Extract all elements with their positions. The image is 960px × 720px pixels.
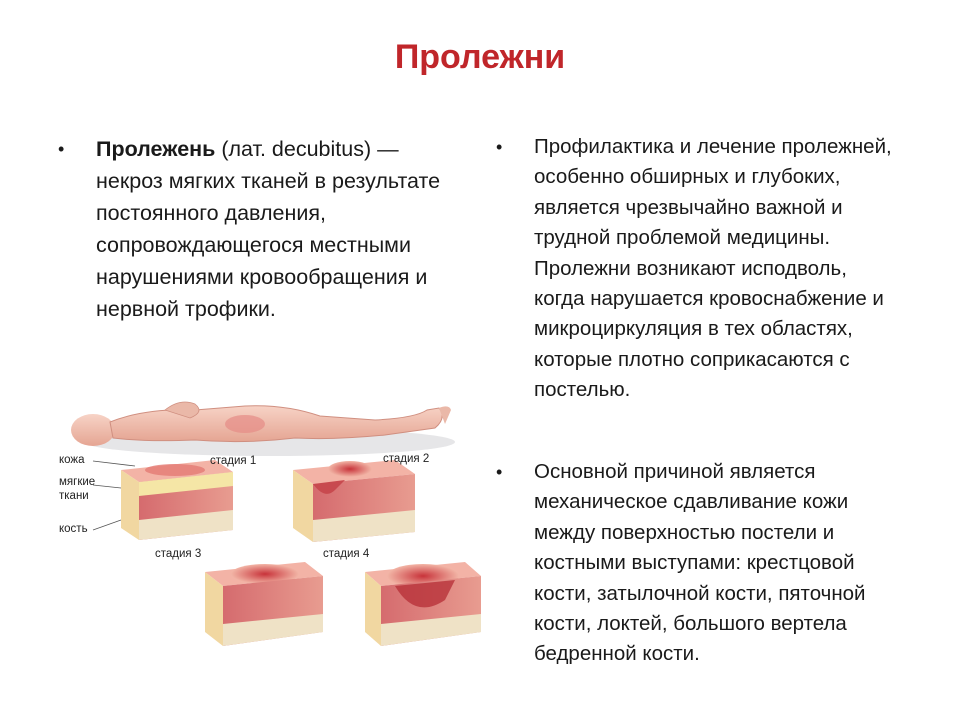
label-soft-tissue-2: ткани — [59, 490, 89, 502]
bedsore-stages-illustration — [55, 380, 485, 670]
cause-bullet — [496, 457, 904, 670]
definition-term: Пролежень — [96, 137, 216, 161]
definition-bullet — [58, 133, 471, 325]
label-stage-2: стадия 2 — [383, 453, 430, 465]
label-bone: кость — [59, 523, 88, 535]
bullet-dot: • — [496, 462, 503, 482]
prevention-bullet — [496, 132, 899, 406]
stage-4-block — [365, 562, 481, 646]
label-stage-3: стадия 3 — [155, 548, 202, 560]
page-title: Пролежни — [394, 38, 566, 76]
stage-2-block — [293, 460, 415, 542]
bullet-dot: • — [496, 137, 503, 157]
label-stage-4: стадия 4 — [323, 548, 370, 560]
label-skin: кожа — [59, 454, 85, 466]
definition-text: (лат. decubitus) — некроз мягких тканей в результате постоянного давления, сопровождающегося местными нарушениями кровообращения и нервной трофики. — [96, 137, 441, 321]
label-soft-tissue-1: мягкие — [59, 476, 96, 488]
illustration-drawing — [55, 380, 485, 670]
stage-1-block — [121, 460, 233, 540]
cause-text: Основной причиной является механическое сдавливание кожи между поверхностью постели и костными выступами: крестцовой кости, затылочной кости, пяточной кости, локтей, большого вертела бедренной кости. — [534, 460, 866, 666]
bullet-dot: • — [58, 139, 65, 159]
patient-figure — [71, 402, 455, 456]
prevention-text: Профилактика и лечение пролежней, особенно обширных и глубоких, является чрезвычайно важной и трудной проблемой медицины. Пролежни возникают исподволь, когда нарушается кровоснабжение и микроциркуляция в тех областях, которые плотно соприкасаются с постелью. — [534, 135, 892, 402]
stage-3-block — [205, 562, 323, 646]
label-stage-1: стадия 1 — [210, 455, 257, 467]
